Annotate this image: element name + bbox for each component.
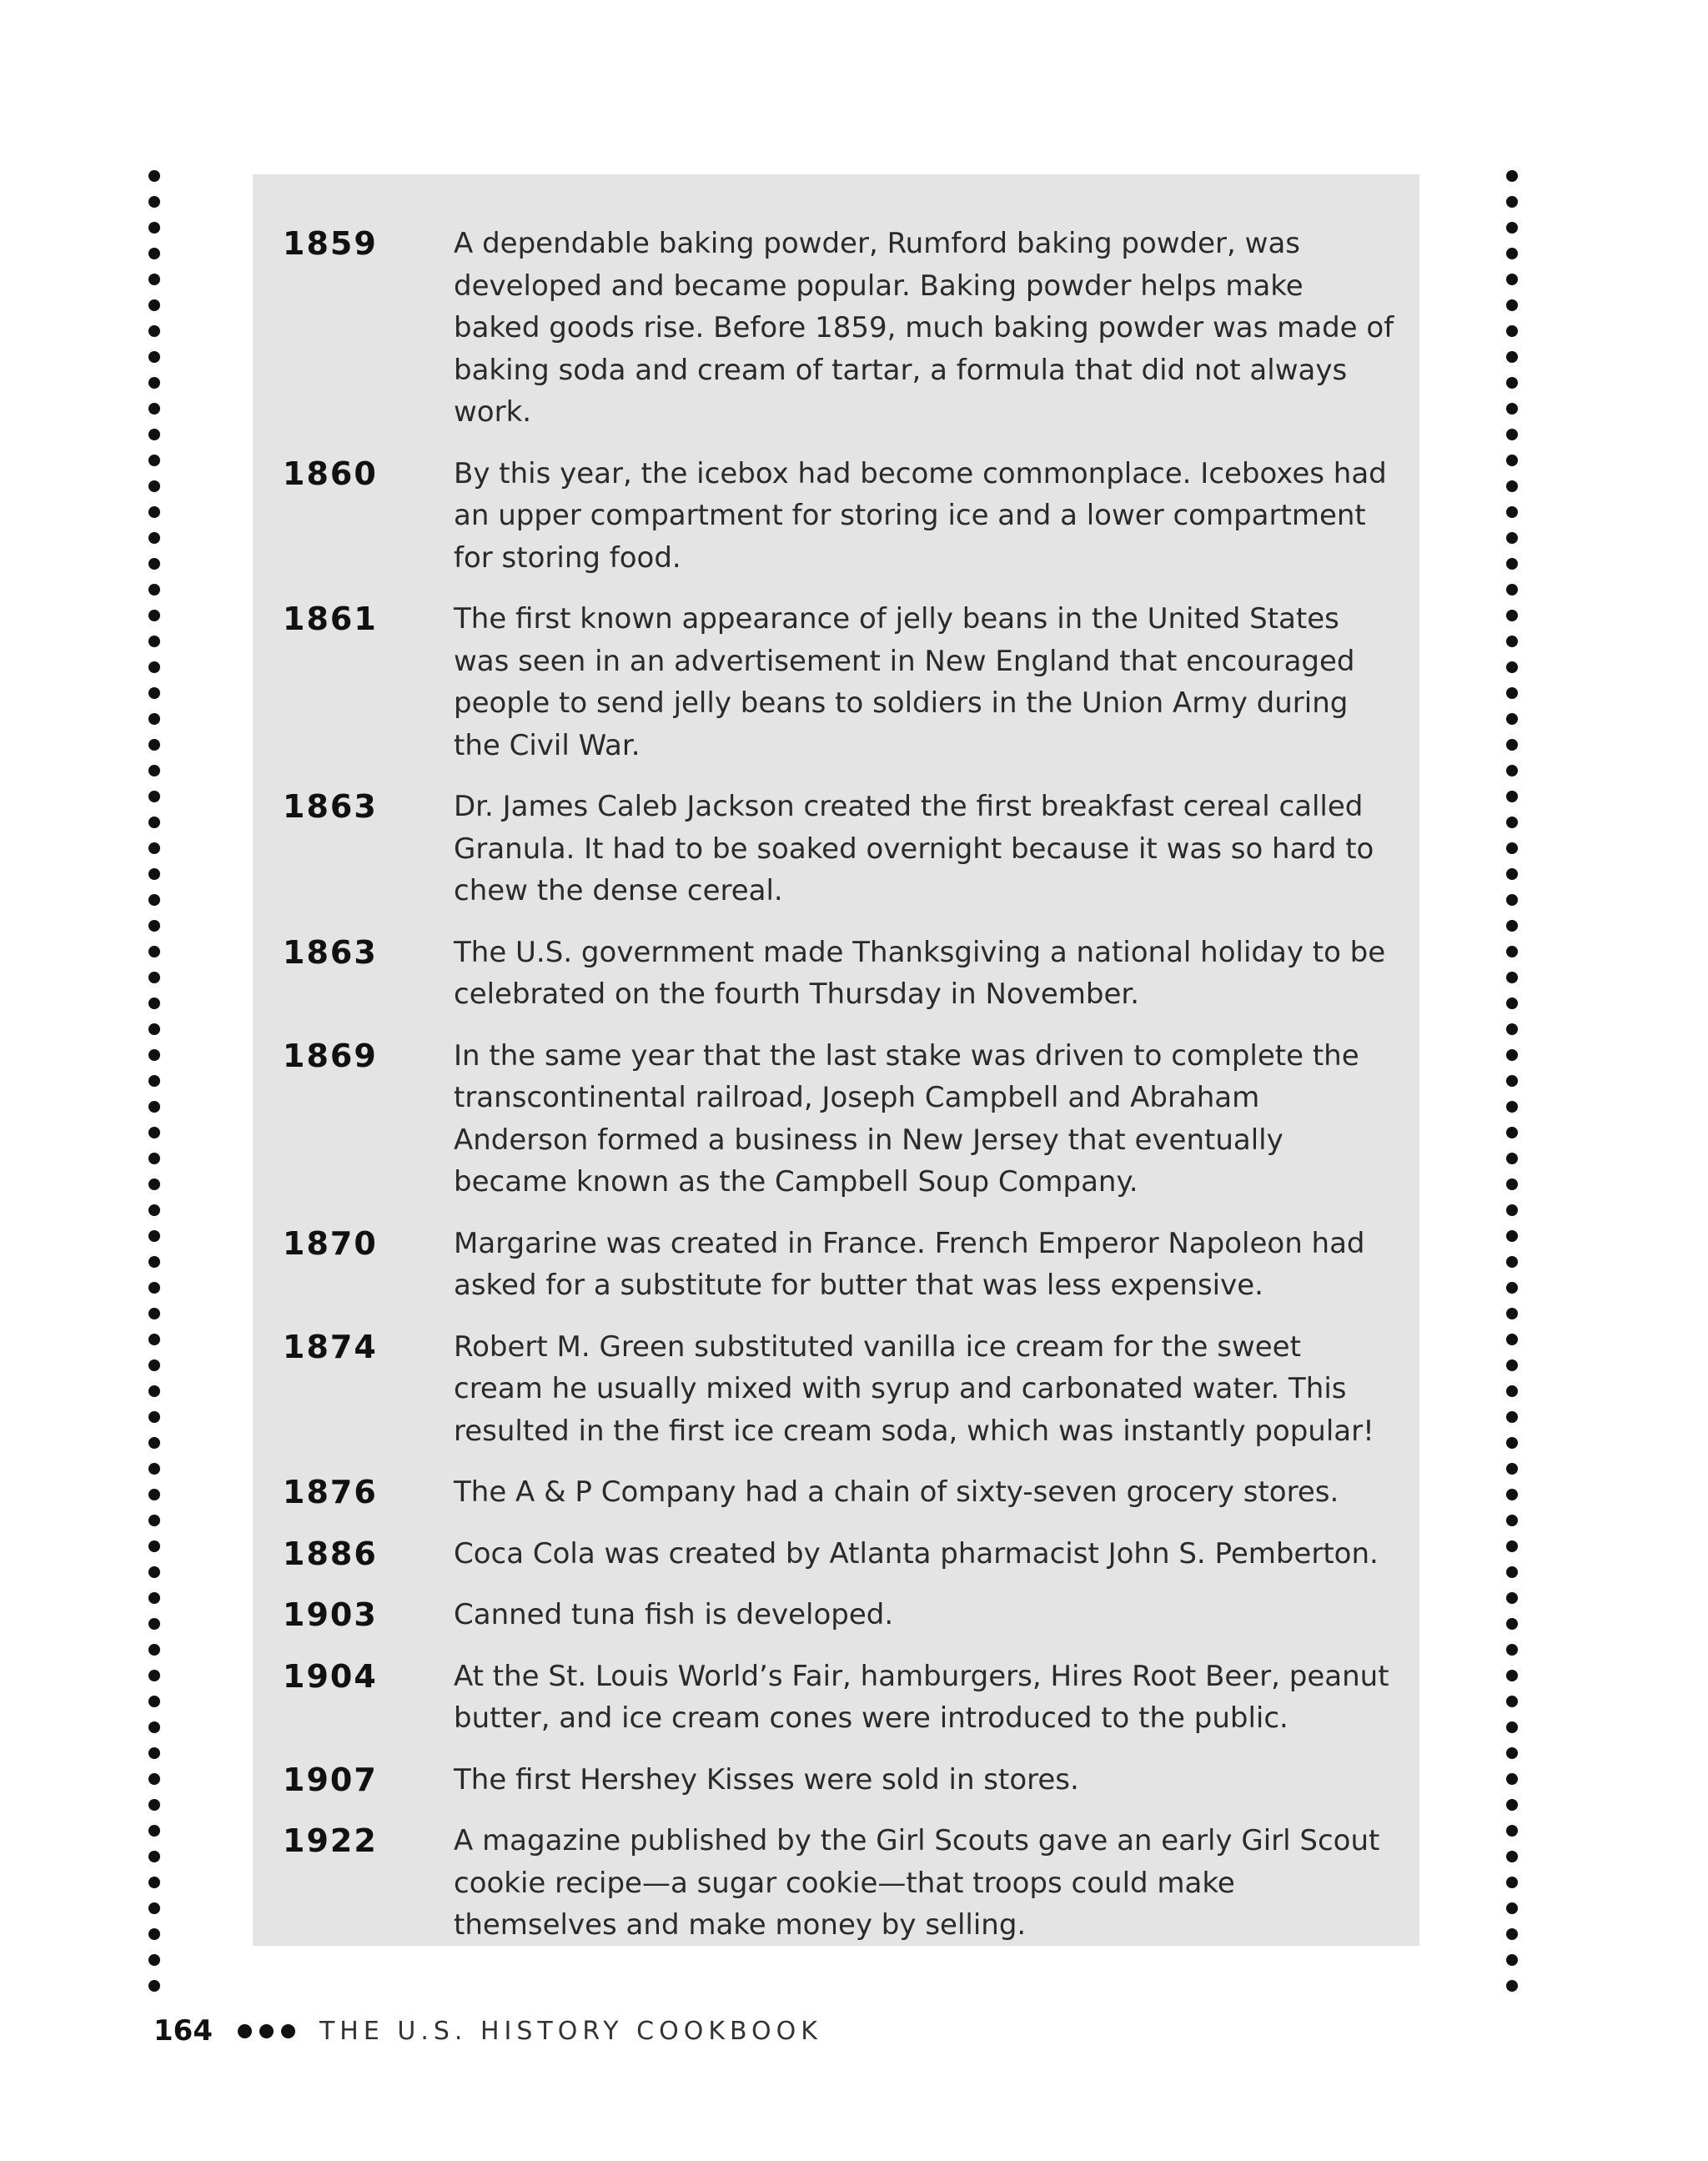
border-dot-icon	[1506, 1799, 1518, 1811]
border-dot-icon	[1506, 532, 1518, 544]
border-dot-icon	[1506, 1101, 1518, 1113]
timeline-entry	[283, 1533, 1394, 1576]
right-dot-border	[1506, 170, 1518, 1988]
border-dot-icon	[148, 1075, 160, 1087]
entry-text: By this year, the icebox had become commonplace. Iceboxes had an upper compartment for storing ice and a lower compartment for storing food.	[454, 456, 1387, 575]
border-dot-icon	[1506, 1256, 1518, 1268]
entry-text: Robert M. Green substituted vanilla ice cream for the sweet cream he usually mixed with syrup and carbonated water. This resulted in the first ice cream soda, which was instantly popular!	[454, 1329, 1374, 1448]
border-dot-icon	[148, 584, 160, 596]
border-dot-icon	[148, 480, 160, 492]
entry-year: 1861	[283, 601, 378, 637]
border-dot-icon	[148, 610, 160, 621]
border-dot-icon	[1506, 1877, 1518, 1888]
border-dot-icon	[148, 558, 160, 570]
border-dot-icon	[1506, 1670, 1518, 1681]
border-dot-icon	[148, 1851, 160, 1862]
border-dot-icon	[148, 1385, 160, 1397]
border-dot-icon	[1506, 1153, 1518, 1164]
border-dot-icon	[1506, 1696, 1518, 1707]
entry-text: The A & P Company had a chain of sixty-seven grocery stores.	[454, 1475, 1339, 1509]
border-dot-icon	[148, 1204, 160, 1216]
border-dot-icon	[1506, 765, 1518, 776]
border-dot-icon	[1506, 817, 1518, 828]
border-dot-icon	[1506, 1773, 1518, 1785]
border-dot-icon	[1506, 1954, 1518, 1966]
border-dot-icon	[1506, 739, 1518, 751]
border-dot-icon	[1506, 920, 1518, 932]
border-dot-icon	[148, 506, 160, 518]
border-dot-icon	[1506, 429, 1518, 440]
dot-ornament-icon	[259, 2024, 274, 2038]
border-dot-icon	[1506, 1282, 1518, 1294]
timeline-entry	[283, 1656, 1394, 1740]
border-dot-icon	[1506, 1540, 1518, 1552]
entry-text: Coca Cola was created by Atlanta pharmacist John S. Pemberton.	[454, 1536, 1379, 1570]
border-dot-icon	[1506, 196, 1518, 208]
entry-text: Margarine was created in France. French Emperor Napoleon had asked for a substitute for butter that was less expensive.	[454, 1226, 1365, 1302]
border-dot-icon	[148, 248, 160, 259]
border-dot-icon	[1506, 558, 1518, 570]
entry-text: At the St. Louis World’s Fair, hamburgers, Hires Root Beer, peanut butter, and ice cream cones were introduced to the public.	[454, 1659, 1389, 1735]
border-dot-icon	[1506, 1308, 1518, 1319]
border-dot-icon	[148, 765, 160, 776]
border-dot-icon	[1506, 791, 1518, 802]
border-dot-icon	[148, 1153, 160, 1164]
border-dot-icon	[148, 1437, 160, 1449]
border-dot-icon	[1506, 1489, 1518, 1500]
border-dot-icon	[1506, 1230, 1518, 1242]
page-number: 164	[153, 2014, 213, 2048]
book-title: THE U.S. HISTORY COOKBOOK	[319, 2016, 822, 2046]
timeline-entry	[283, 786, 1394, 912]
border-dot-icon	[148, 1463, 160, 1475]
border-dot-icon	[148, 1670, 160, 1681]
dot-ornament-icon	[281, 2024, 295, 2038]
timeline-entry	[283, 1035, 1394, 1204]
timeline-entry	[283, 598, 1394, 766]
entry-year: 1863	[283, 933, 378, 971]
border-dot-icon	[148, 1721, 160, 1733]
border-dot-icon	[1506, 325, 1518, 337]
border-dot-icon	[1506, 1928, 1518, 1940]
border-dot-icon	[148, 274, 160, 285]
border-dot-icon	[1506, 222, 1518, 234]
border-dot-icon	[148, 377, 160, 389]
timeline-entry	[283, 1820, 1394, 1947]
border-dot-icon	[148, 972, 160, 983]
entry-year: 1907	[283, 1761, 378, 1798]
border-dot-icon	[148, 1773, 160, 1785]
border-dot-icon	[1506, 1359, 1518, 1371]
border-dot-icon	[1506, 274, 1518, 285]
timeline-panel	[253, 174, 1419, 1946]
border-dot-icon	[148, 1980, 160, 1992]
border-dot-icon	[1506, 506, 1518, 518]
border-dot-icon	[148, 1877, 160, 1888]
entry-year: 1869	[283, 1037, 378, 1074]
entry-year: 1870	[283, 1224, 378, 1262]
timeline-entry	[283, 1223, 1394, 1307]
border-dot-icon	[148, 1696, 160, 1707]
entry-text: A dependable baking powder, Rumford baking powder, was developed and became popular. Baking powder helps make baked goods rise. Before 1859, much baking powder was made of baking soda and cream of tartar, a formula that did not always work.	[454, 227, 1394, 429]
border-dot-icon	[1506, 998, 1518, 1009]
entry-text: In the same year that the last stake was driven to complete the transcontinental railroad, Joseph Campbell and Abraham Anderson formed a business in New Jersey that eventually became known as the Campbell Soup Company.	[454, 1038, 1359, 1199]
border-dot-icon	[1506, 248, 1518, 259]
border-dot-icon	[148, 1515, 160, 1526]
border-dot-icon	[148, 842, 160, 854]
border-dot-icon	[1506, 299, 1518, 311]
border-dot-icon	[148, 1540, 160, 1552]
border-dot-icon	[148, 687, 160, 699]
border-dot-icon	[148, 817, 160, 828]
border-dot-icon	[148, 894, 160, 906]
dot-ornament-icon	[238, 2024, 252, 2038]
border-dot-icon	[148, 1101, 160, 1113]
border-dot-icon	[1506, 1825, 1518, 1837]
entry-text: Canned tuna fish is developed.	[454, 1598, 894, 1631]
timeline-entry	[283, 1594, 1394, 1636]
border-dot-icon	[1506, 1127, 1518, 1138]
border-dot-icon	[148, 636, 160, 647]
border-dot-icon	[148, 170, 160, 182]
page-footer	[153, 2010, 822, 2052]
border-dot-icon	[148, 1308, 160, 1319]
border-dot-icon	[1506, 894, 1518, 906]
border-dot-icon	[148, 1747, 160, 1759]
border-dot-icon	[1506, 1618, 1518, 1630]
border-dot-icon	[1506, 377, 1518, 389]
border-dot-icon	[1506, 351, 1518, 363]
border-dot-icon	[1506, 1411, 1518, 1423]
border-dot-icon	[148, 1334, 160, 1345]
border-dot-icon	[1506, 661, 1518, 673]
border-dot-icon	[1506, 1747, 1518, 1759]
border-dot-icon	[148, 998, 160, 1009]
border-dot-icon	[1506, 1644, 1518, 1656]
border-dot-icon	[148, 868, 160, 880]
border-dot-icon	[148, 532, 160, 544]
timeline-entry	[283, 1326, 1394, 1453]
border-dot-icon	[1506, 403, 1518, 415]
border-dot-icon	[148, 1902, 160, 1914]
border-dot-icon	[1506, 1463, 1518, 1475]
timeline-entry	[283, 1471, 1394, 1514]
border-dot-icon	[148, 1489, 160, 1500]
border-dot-icon	[148, 1954, 160, 1966]
border-dot-icon	[148, 920, 160, 932]
entry-year: 1922	[283, 1822, 378, 1859]
timeline-entry	[283, 1759, 1394, 1802]
border-dot-icon	[148, 1282, 160, 1294]
border-dot-icon	[148, 1178, 160, 1190]
border-dot-icon	[1506, 1902, 1518, 1914]
entry-year: 1860	[283, 455, 378, 492]
border-dot-icon	[148, 791, 160, 802]
timeline-entry	[283, 453, 1394, 580]
border-dot-icon	[148, 1256, 160, 1268]
border-dot-icon	[1506, 1178, 1518, 1190]
border-dot-icon	[148, 1023, 160, 1035]
border-dot-icon	[148, 661, 160, 673]
border-dot-icon	[148, 1825, 160, 1837]
border-dot-icon	[148, 1127, 160, 1138]
border-dot-icon	[148, 196, 160, 208]
entry-text: Dr. James Caleb Jackson created the first breakfast cereal called Granula. It had to be soaked overnight because it was so hard to chew the dense cereal.	[454, 790, 1374, 907]
border-dot-icon	[148, 946, 160, 957]
border-dot-icon	[1506, 584, 1518, 596]
border-dot-icon	[148, 403, 160, 415]
entry-year: 1859	[283, 225, 378, 262]
border-dot-icon	[148, 713, 160, 725]
border-dot-icon	[148, 1592, 160, 1604]
border-dot-icon	[1506, 170, 1518, 182]
entry-year: 1874	[283, 1328, 378, 1365]
entry-text: The U.S. government made Thanksgiving a national holiday to be celebrated on the fourth Thursday in November.	[454, 935, 1386, 1011]
border-dot-icon	[148, 1644, 160, 1656]
border-dot-icon	[1506, 455, 1518, 466]
border-dot-icon	[148, 1049, 160, 1061]
border-dot-icon	[1506, 1592, 1518, 1604]
timeline-entry	[283, 932, 1394, 1016]
border-dot-icon	[1506, 1204, 1518, 1216]
entry-year: 1886	[283, 1535, 378, 1572]
entry-year: 1904	[283, 1657, 378, 1695]
timeline-entry	[283, 223, 1394, 434]
border-dot-icon	[1506, 1437, 1518, 1449]
border-dot-icon	[1506, 1515, 1518, 1526]
border-dot-icon	[1506, 1721, 1518, 1733]
entry-text: The first Hershey Kisses were sold in stores.	[454, 1762, 1079, 1797]
border-dot-icon	[1506, 687, 1518, 699]
border-dot-icon	[1506, 1049, 1518, 1061]
border-dot-icon	[1506, 972, 1518, 983]
border-dot-icon	[148, 351, 160, 363]
border-dot-icon	[148, 1566, 160, 1578]
border-dot-icon	[148, 455, 160, 466]
border-dot-icon	[1506, 480, 1518, 492]
border-dot-icon	[148, 299, 160, 311]
border-dot-icon	[148, 1799, 160, 1811]
border-dot-icon	[1506, 946, 1518, 957]
entry-year: 1863	[283, 788, 378, 825]
border-dot-icon	[1506, 1566, 1518, 1578]
left-dot-border	[148, 170, 160, 1988]
border-dot-icon	[1506, 636, 1518, 647]
entry-year: 1903	[283, 1596, 378, 1633]
entry-year: 1876	[283, 1474, 378, 1510]
border-dot-icon	[1506, 1851, 1518, 1862]
border-dot-icon	[148, 325, 160, 337]
border-dot-icon	[1506, 610, 1518, 621]
footer-dots-ornament	[238, 2024, 303, 2038]
border-dot-icon	[1506, 713, 1518, 725]
border-dot-icon	[148, 1230, 160, 1242]
border-dot-icon	[148, 1359, 160, 1371]
border-dot-icon	[1506, 1075, 1518, 1087]
border-dot-icon	[1506, 1023, 1518, 1035]
border-dot-icon	[148, 222, 160, 234]
border-dot-icon	[1506, 842, 1518, 854]
border-dot-icon	[148, 1928, 160, 1940]
entry-text: The first known appearance of jelly beans in the United States was seen in an advertisement in New England that encouraged people to send jelly beans to soldiers in the Union Army during the Civil War.	[454, 602, 1355, 762]
border-dot-icon	[148, 429, 160, 440]
border-dot-icon	[148, 1411, 160, 1423]
entry-text: A magazine published by the Girl Scouts gave an early Girl Scout cookie recipe—a sugar cookie—that troops could make themselves and make money by selling.	[454, 1824, 1380, 1942]
border-dot-icon	[1506, 1334, 1518, 1345]
border-dot-icon	[148, 739, 160, 751]
border-dot-icon	[1506, 1385, 1518, 1397]
border-dot-icon	[1506, 868, 1518, 880]
border-dot-icon	[148, 1618, 160, 1630]
border-dot-icon	[1506, 1980, 1518, 1992]
